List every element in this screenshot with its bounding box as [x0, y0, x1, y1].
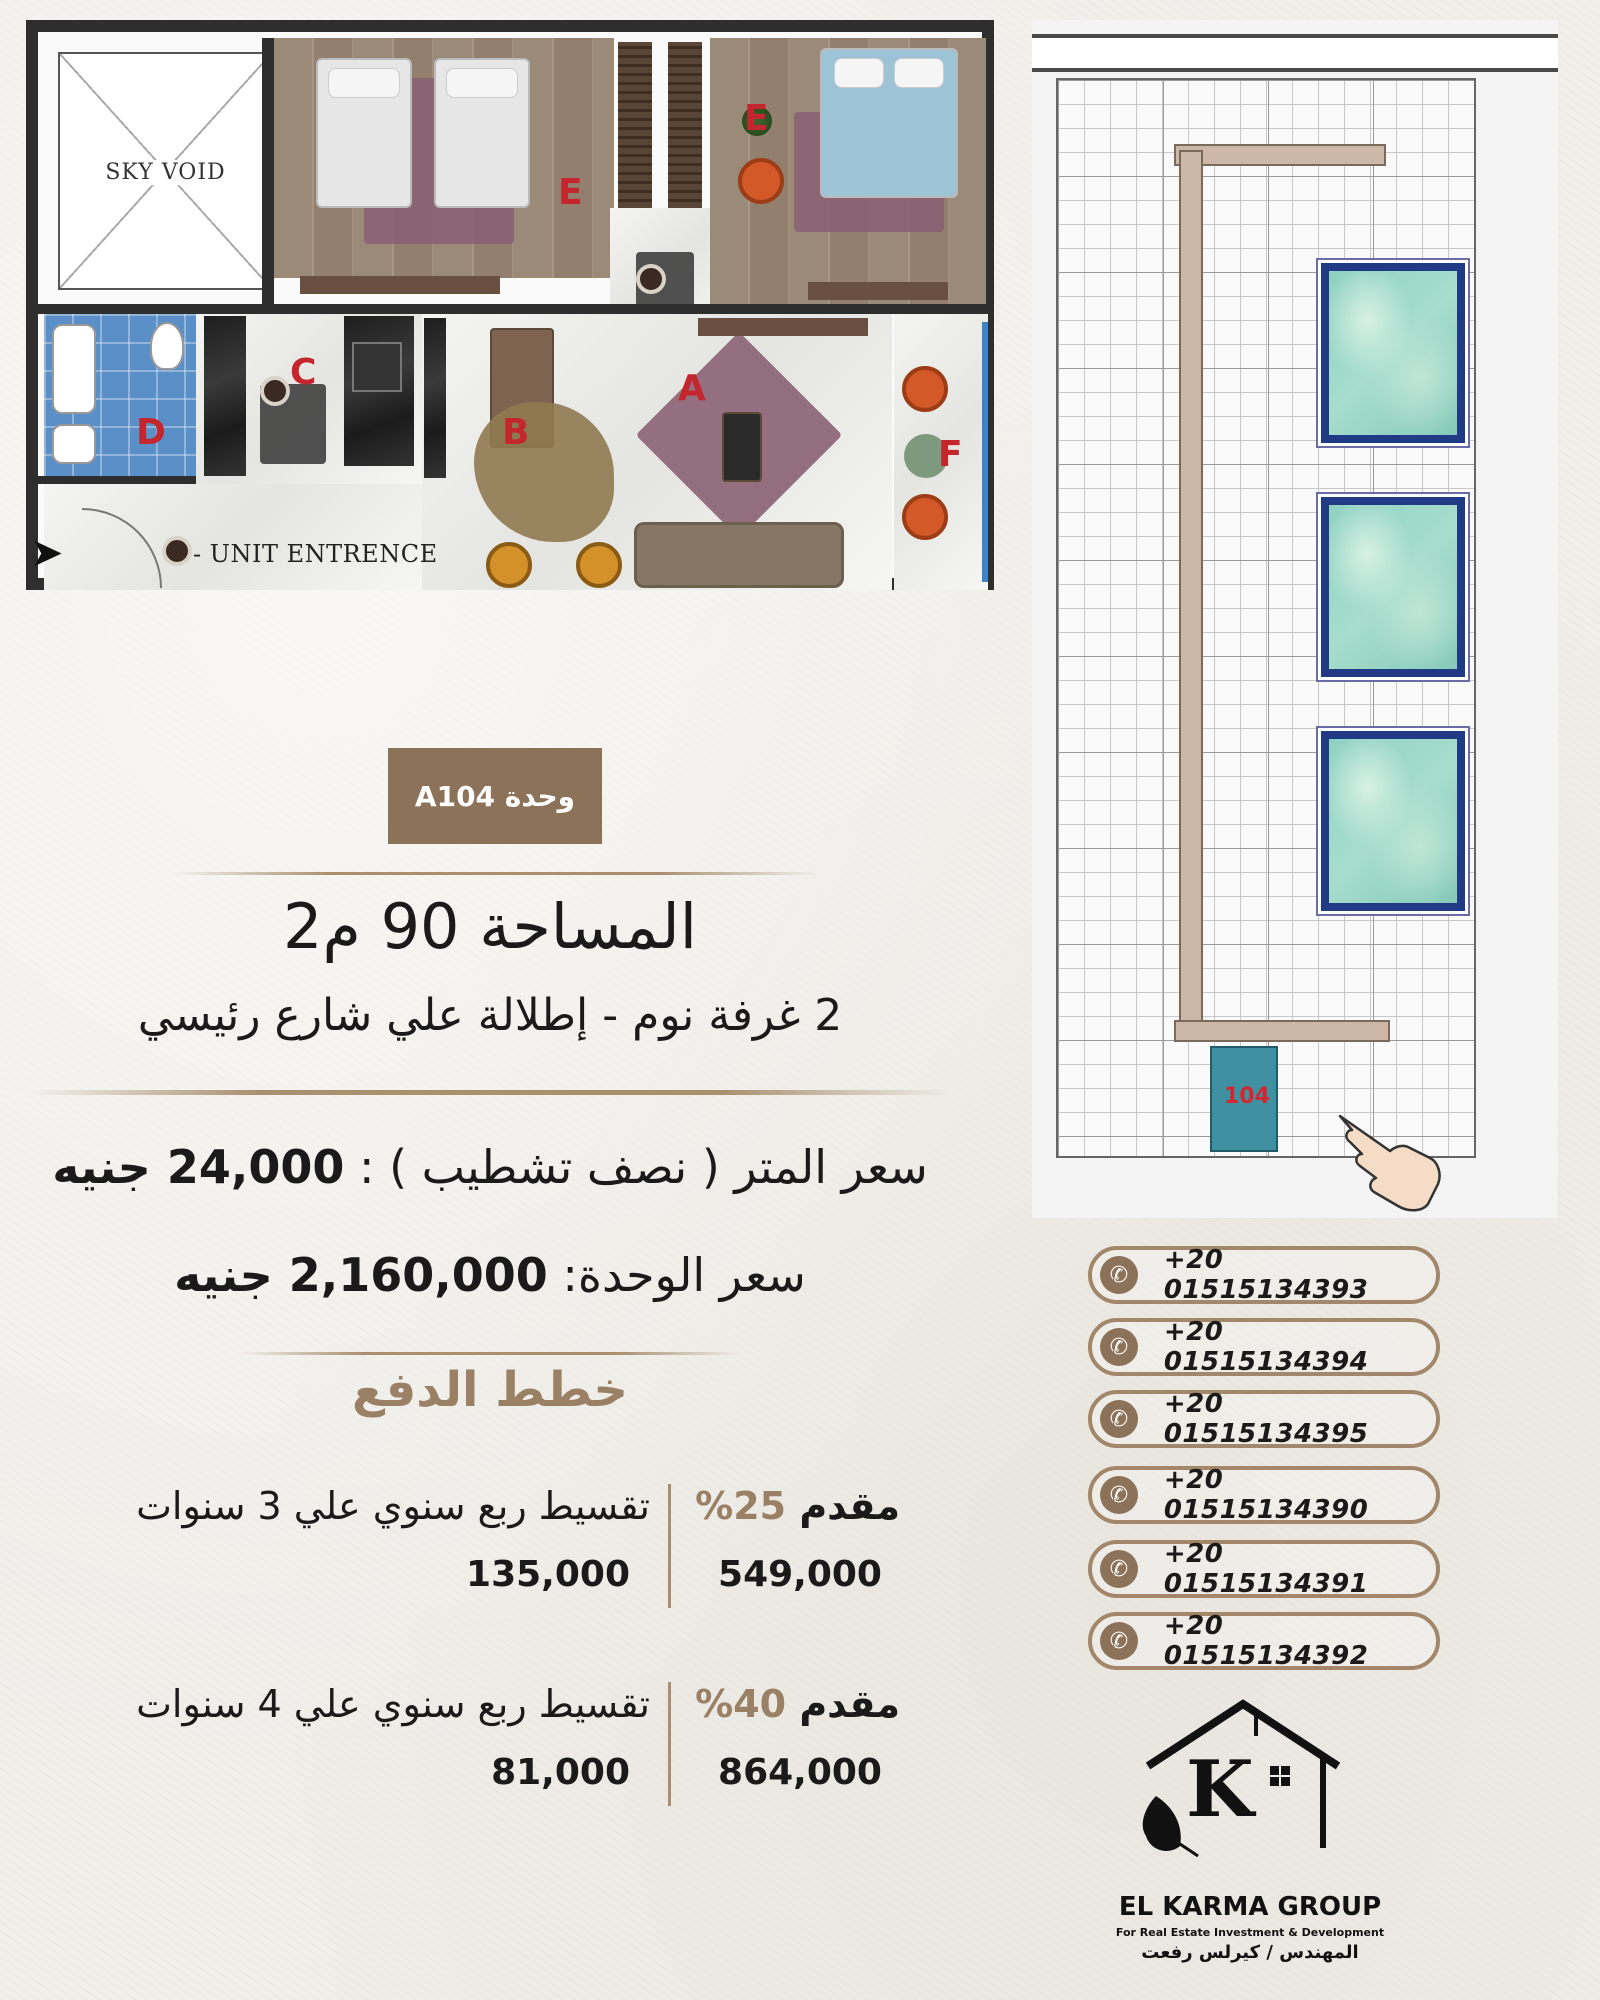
phone-number: +20 01515134393 — [1163, 1245, 1369, 1305]
coffee-table — [722, 412, 762, 482]
phone-number: +20 01515134395 — [1163, 1389, 1369, 1449]
phone-contact-6[interactable] — [1088, 1612, 1440, 1670]
wall — [38, 304, 994, 314]
kitchen-counter-left — [204, 316, 246, 476]
pool-1 — [1318, 260, 1468, 446]
phone-contact-2[interactable] — [1088, 1318, 1440, 1376]
unit-badge: وحدة A104 — [388, 748, 602, 844]
tv-wall — [424, 318, 446, 478]
corridor-bottom — [1174, 1020, 1390, 1042]
logo-tagline: For Real Estate Investment & Development — [1115, 1926, 1385, 1939]
corridor-top — [1174, 144, 1386, 166]
sky-void-label: SKY VOID — [96, 160, 236, 185]
el-karma-logo-icon — [1128, 1696, 1358, 1866]
room-letter-e-right: E — [744, 98, 769, 139]
phone-number: +20 01515134391 — [1163, 1539, 1369, 1599]
phone-contact-1[interactable] — [1088, 1246, 1440, 1304]
toilet — [150, 322, 184, 370]
plan-installment-desc: تقسيط ربع سنوي علي 3 سنوات — [136, 1484, 650, 1528]
plan-down-label: مقدم — [799, 1682, 900, 1726]
bed-single-1 — [316, 58, 412, 208]
plan-down-payment — [680, 1682, 900, 1726]
room-letter-d: D — [136, 412, 166, 453]
meter-price-label: سعر المتر ( نصف تشطيب ) : — [358, 1140, 928, 1194]
site-plan — [1032, 20, 1558, 1218]
room-letter-f: F — [938, 434, 963, 475]
bedroom-left-desk — [300, 276, 500, 294]
room-letter-a: A — [678, 368, 706, 409]
unit-number-label: 104 — [1224, 1084, 1270, 1109]
phone-icon: ✆ — [1100, 1328, 1138, 1366]
plan-down-payment — [680, 1484, 900, 1528]
pool-2 — [1318, 494, 1468, 680]
plan-installment-value: 135,000 — [466, 1554, 630, 1595]
plan-installment-desc: تقسيط ربع سنوي علي 4 سنوات — [136, 1682, 650, 1726]
lounge-chair-1 — [486, 542, 532, 588]
balcony-window — [982, 322, 988, 582]
closet-2 — [668, 42, 702, 208]
phone-number: +20 01515134392 — [1163, 1611, 1369, 1671]
room-letter-e-left: E — [558, 172, 583, 213]
phone-number: +20 01515134390 — [1163, 1465, 1369, 1525]
bed-single-2 — [434, 58, 530, 208]
closet-1 — [618, 42, 652, 208]
phone-contact-4[interactable] — [1088, 1466, 1440, 1524]
balcony-chair-1 — [902, 366, 948, 412]
room-letter-c: C — [290, 352, 317, 393]
plan-down-percent: 40% — [695, 1682, 787, 1726]
unit-price-line — [0, 1248, 980, 1302]
divider-top — [170, 872, 820, 875]
pool-3 — [1318, 728, 1468, 914]
person-entrance — [162, 536, 192, 566]
stove — [352, 342, 402, 392]
phone-contact-3[interactable] — [1088, 1390, 1440, 1448]
payment-plans-title: خطط الدفع — [352, 1362, 628, 1418]
svg-text:K: K — [1186, 1744, 1254, 1835]
unit-subtitle: 2 غرفة نوم - إطلالة علي شارع رئيسي — [137, 990, 843, 1041]
entrance-arrow-icon: ➤ — [30, 530, 64, 576]
area-title: المساحة 90 م2 — [283, 890, 697, 963]
wall — [262, 38, 274, 308]
phone-icon: ✆ — [1100, 1256, 1138, 1294]
plan-separator — [668, 1682, 671, 1806]
plan-down-percent: 25% — [695, 1484, 787, 1528]
divider-middle — [30, 1090, 950, 1095]
unit-floor-plan — [26, 20, 994, 590]
sky-void — [58, 52, 273, 290]
corridor-main — [1179, 150, 1203, 1030]
divider-plans — [240, 1352, 740, 1355]
living-tv-unit — [698, 318, 868, 336]
person-hallway — [636, 264, 666, 294]
lounge-chair-2 — [576, 542, 622, 588]
payment-plan-1 — [80, 1484, 900, 1614]
sink — [52, 424, 96, 464]
unit-entrance-label: - UNIT ENTRENCE — [193, 540, 438, 568]
phone-icon: ✆ — [1100, 1400, 1138, 1438]
room-letter-b: B — [502, 412, 530, 453]
highlighted-unit — [1210, 1046, 1278, 1152]
plan-separator — [668, 1484, 671, 1608]
phone-icon: ✆ — [1100, 1622, 1138, 1660]
meter-price-line — [0, 1140, 980, 1194]
plan-down-value: 549,000 — [718, 1554, 882, 1595]
phone-icon: ✆ — [1100, 1476, 1138, 1514]
plan-down-label: مقدم — [799, 1484, 900, 1528]
person-kitchen — [260, 376, 290, 406]
phone-icon: ✆ — [1100, 1550, 1138, 1588]
phone-contact-5[interactable] — [1088, 1540, 1440, 1598]
bedroom-right-tv-unit — [808, 282, 948, 300]
bed-double — [820, 48, 958, 198]
site-top-bar — [1032, 34, 1558, 72]
logo-name: EL KARMA GROUP — [1118, 1892, 1382, 1922]
pointing-hand-icon — [1330, 1096, 1450, 1216]
unit-price-value: 2,160,000 جنيه — [174, 1248, 548, 1302]
bathtub — [52, 324, 96, 414]
unit-price-label: سعر الوحدة: — [562, 1248, 806, 1302]
plan-installment-value: 81,000 — [491, 1752, 630, 1793]
bedroom-chair — [738, 158, 784, 204]
payment-plan-2 — [80, 1682, 900, 1812]
phone-number: +20 01515134394 — [1163, 1317, 1369, 1377]
sofa — [634, 522, 844, 588]
plan-down-value: 864,000 — [718, 1752, 882, 1793]
logo-engineer: المهندس / كيرلس رفعت — [1141, 1942, 1359, 1963]
balcony-chair-2 — [902, 494, 948, 540]
meter-price-value: 24,000 جنيه — [52, 1140, 345, 1194]
